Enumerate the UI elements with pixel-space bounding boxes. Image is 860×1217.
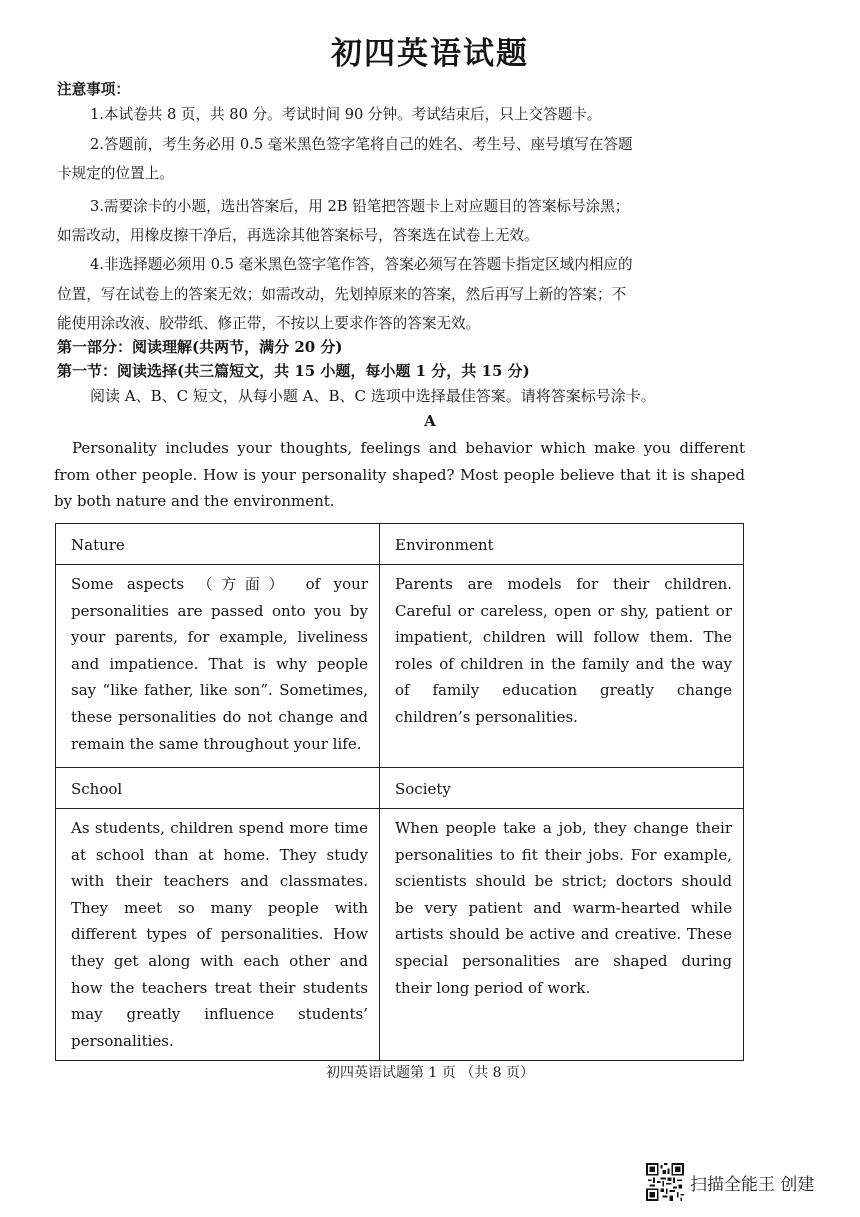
- notice-line-3: 卡规定的位置上。: [57, 165, 174, 182]
- watermark-text: 扫描全能王 创建: [690, 1174, 815, 1195]
- notice-line-5: 如需改动，用橡皮擦干净后，再选涂其他答案标号，答案选在试卷上无效。: [57, 227, 539, 244]
- passage-label: A: [424, 412, 436, 430]
- school-cell: As students, children spend more time at school than at home. They study with their teachers and classmates. They meet so many people with different types of personalities. How they get along with each other and how the teachers treat their students may greatly influence students’ personalities.: [56, 809, 380, 1061]
- page-title: 初四英语试题: [331, 36, 529, 72]
- notice-line-4: 3.需要涂卡的小题，选出答案后，用 2B 铅笔把答题卡上对应题目的答案标号涂黑；: [90, 198, 630, 215]
- part-heading: 第一部分：阅读理解(共两节，满分 20 分): [57, 338, 343, 356]
- notice-line-7: 位置，写在试卷上的答案无效；如需改动，先划掉原来的答案，然后再写上新的答案；不: [57, 286, 627, 303]
- environment-header: Environment: [380, 524, 744, 565]
- section-heading: 第一节：阅读选择(共三篇短文，共 15 小题，每小题 1 分，共 15 分): [57, 362, 530, 380]
- notice-line-6: 4.非选择题必须用 0.5 毫米黑色签字笔作答，答案必须写在答题卡指定区域内相应的: [90, 256, 633, 273]
- scanner-watermark: [646, 1163, 814, 1201]
- notice-line-1: 1.本试卷共 8 页，共 80 分。考试时间 90 分钟。考试结束后，只上交答题卡。: [90, 106, 602, 123]
- school-header: School: [56, 768, 380, 809]
- society-header: Society: [380, 768, 744, 809]
- notice-line-8: 能使用涂改液、胶带纸、修正带，不按以上要求作答的答案无效。: [57, 315, 481, 332]
- notice-heading: 注意事项：: [57, 81, 130, 98]
- instruction: 阅读 A、B、C 短文，从每小题 A、B、C 选项中选择最佳答案。请将答案标号涂卡。: [90, 387, 656, 405]
- nature-cell: Some aspects （方面） of your personalities are passed onto you by your parents, for example, liveliness and impatience. That is why people say “like father, like son”. Sometimes, these personalities do not change and remain the same throughout your life.: [56, 565, 380, 768]
- page-footer: 初四英语试题第 1 页 （共 8 页）: [325, 1065, 535, 1081]
- nature-header: Nature: [56, 524, 380, 565]
- personality-table: [55, 523, 744, 1061]
- intro-paragraph: Personality includes your thoughts, feelings and behavior which make you different from other people. How is your personality shaped? Most people believe that it is shaped by both nature and the environment.: [54, 439, 745, 511]
- society-cell: When people take a job, they change their personalities to fit their jobs. For example, scientists should be strict; doctors should be very patient and warm-hearted while artists should be active and creative. These special personalities are shaped during their long period of work.: [380, 809, 744, 1061]
- environment-cell: Parents are models for their children. Careful or careless, open or shy, patient or impatient, children will follow them. The roles of children in the family and the way of family education greatly change children’s personalities.: [380, 565, 744, 768]
- qr-code-icon: [646, 1163, 684, 1201]
- notice-line-2: 2.答题前，考生务必用 0.5 毫米黑色签字笔将自己的姓名、考生号、座号填写在答题: [90, 136, 633, 153]
